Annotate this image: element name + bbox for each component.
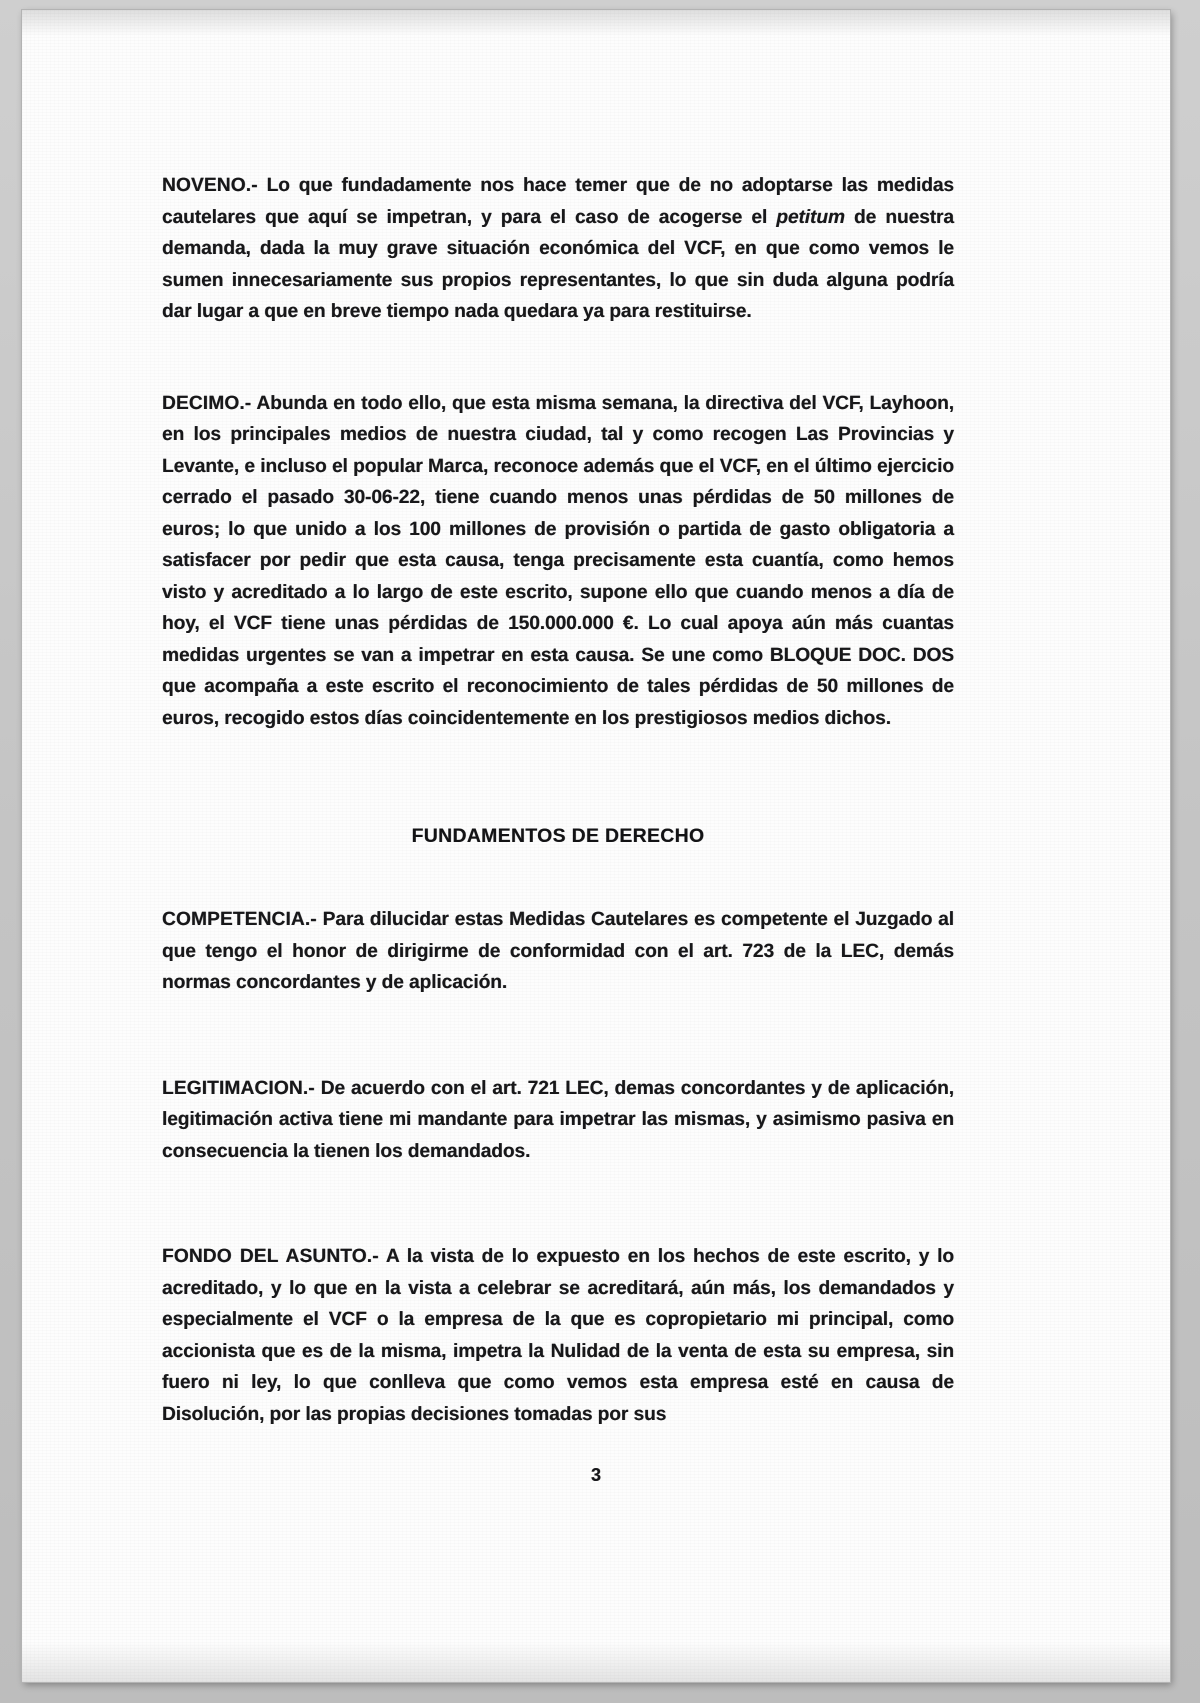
paragraph-decimo-text: Abunda en todo ello, que esta misma semana, la directiva del VCF, Layhoon, en los principales medios de nuestra ciudad, tal y como recogen Las Provincias y Levante, e incluso el popular Marca, reconoce además que el VCF, en el último ejercicio cerrado el pasado 30-06-22, tiene cuando menos unas pérdidas de 50 millones de euros; lo que unido a los 100 millones de provisión o partida de gasto obligatoria a satisfacer por pedir que esta causa, tenga precisamente esta cuantía, como hemos visto y acreditado a lo largo de este escrito, supone ello que cuando menos a día de hoy, el VCF tiene unas pérdidas de 150.000.000 €. Lo cual apoya aún más cuantas medidas urgentes se van a impetrar en esta causa. Se une como BLOQUE DOC. DOS que acompaña a este escrito el reconocimiento de tales pérdidas de 50 millones de euros, recogido estos días coincidentemente en los prestigiosos medios dichos. [162,392,954,729]
grounds-gap-1 [162,1033,954,1073]
paragraph-fondo-text: A la vista de lo expuesto en los hechos de este escrito, y lo acreditado, y lo que en la vista a celebrar se acreditará, aún más, los demandados y especialmente el VCF o la empresa de la que es copropietario mi principal, como accionista que es de la misma, impetra la Nulidad de la venta de esta su empresa, sin fuero ni ley, lo que conlleva que como vemos esta empresa esté en causa de Disolución, por las propias decisiones tomadas por sus [162,1246,955,1425]
page-bottom-shading [22,1642,1170,1682]
paragraph-competencia-lead: COMPETENCIA.- [162,909,317,930]
paragraph-noveno-italic-term: petitum [776,206,845,228]
section-heading-fundamentos: FUNDAMENTOS DE DERECHO [411,825,705,847]
page-number: 3 [590,1465,601,1485]
paragraph-legitimacion-lead: LEGITIMACION.- [162,1077,315,1099]
grounds-gap-2 [162,1201,954,1241]
paragraph-competencia [162,904,954,999]
document-page [22,10,1170,1682]
document-text-column [162,170,954,1430]
paragraph-decimo [162,388,954,735]
paragraph-decimo-lead: DECIMO.- [162,392,252,414]
paragraph-noveno [162,170,954,328]
paragraph-gap [162,362,954,388]
paragraph-legitimacion [162,1073,954,1168]
paragraph-fondo-lead: FONDO DEL ASUNTO.- [162,1246,379,1267]
page-top-shading [22,10,1170,36]
heading-gap-bottom [162,850,954,904]
paragraph-legitimacion-text: De acuerdo con el art. 721 LEC, demas concordantes y de aplicación, legitimación activa tiene mi mandante para impetrar las mismas, y asimismo pasiva en consecuencia la tienen los demandados. [162,1077,954,1162]
paragraph-noveno-text-after-italic: de nuestra demanda, dada la muy grave situación económica del VCF, en que como vemos le sumen innecesariamente sus propios representantes, lo que sin duda alguna podría dar lugar a que en breve tiempo nada quedara ya para restituirse. [162,206,954,322]
heading-gap-top [162,768,954,822]
paragraph-fondo-del-asunto [162,1241,954,1430]
paragraph-competencia-text: Para dilucidar estas Medidas Cautelares es competente el Juzgado al que tengo el honor de dirigirme de conformidad con el art. 723 de la LEC, demás normas concordantes y de aplicación. [162,909,954,993]
paragraph-noveno-lead: NOVENO.- [162,175,258,196]
paragraph-noveno-text-before-italic: Lo que fundadamente nos hace temer que de no adoptarse las medidas cautelares que aquí se impetran, y para el caso de acogerse el [162,175,954,228]
